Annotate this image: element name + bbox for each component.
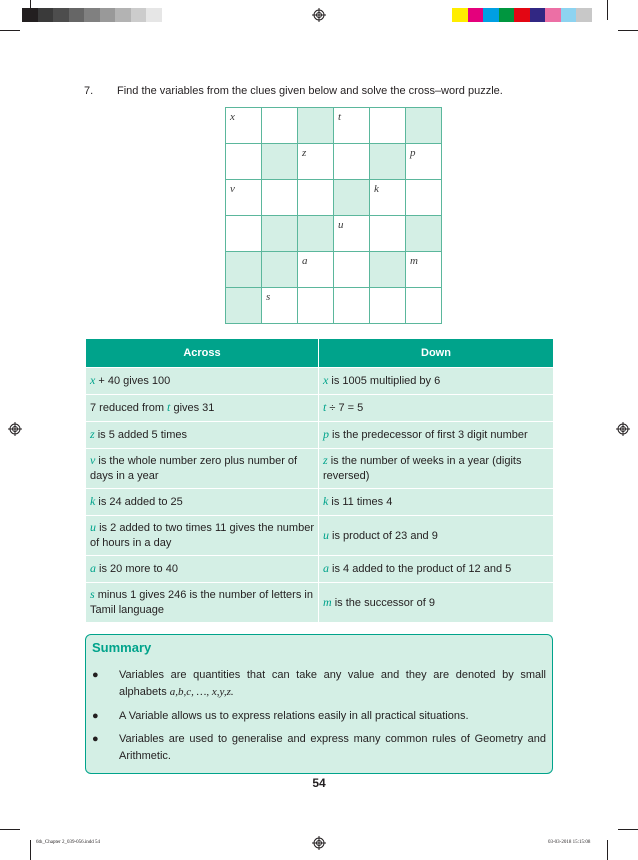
clue-text: is 11 times 4: [328, 496, 393, 508]
crossword-cell: [226, 252, 262, 288]
clue-variable: v: [90, 453, 96, 467]
across-clue: [86, 556, 319, 583]
crossword-cell: [370, 288, 406, 324]
across-header: Across: [86, 339, 319, 368]
clue-variable: u: [323, 527, 329, 542]
clue-text: 7 reduced from: [90, 402, 168, 414]
crossword-cell: [226, 144, 262, 180]
gray-swatch: [131, 8, 147, 22]
crop-mark: [30, 840, 31, 860]
color-swatch: [452, 8, 468, 22]
crossword-cell: [370, 180, 406, 216]
color-swatch: [468, 8, 484, 22]
clue-row: [86, 489, 554, 516]
across-clue: [86, 422, 319, 449]
crossword-cell: [262, 180, 298, 216]
clue-text: is the predecessor of first 3 digit number: [329, 429, 528, 441]
crossword-cell: [298, 108, 334, 144]
crossword-cell: [334, 216, 370, 252]
across-clue: [86, 516, 319, 556]
clue-variable: z: [323, 453, 328, 467]
clue-text: is 24 added to 25: [95, 496, 183, 508]
crossword-cell: [334, 288, 370, 324]
summary-box: [85, 634, 553, 774]
cell-variable-label: a: [302, 255, 308, 267]
gray-swatch: [162, 8, 178, 22]
down-clue: [319, 395, 554, 422]
clue-variable: x: [323, 373, 329, 387]
page-number: 54: [312, 776, 326, 790]
clue-row: [86, 516, 554, 556]
color-swatch: [499, 8, 515, 22]
gray-swatch: [53, 8, 69, 22]
clue-row: [86, 422, 554, 449]
crossword-cell: [370, 216, 406, 252]
cell-variable-label: x: [230, 111, 235, 123]
down-clue: [319, 583, 554, 623]
clue-text: is 2 added to two times 11 gives the number of hours in a day: [90, 522, 314, 549]
crossword-cell: [406, 108, 442, 144]
color-swatch: [576, 8, 592, 22]
clue-variable: t: [167, 400, 171, 414]
bullet-icon: ●: [92, 733, 99, 745]
registration-mark-icon: [312, 836, 326, 850]
gray-swatch: [115, 8, 131, 22]
clue-text: is the number of weeks in a year (digits reversed): [323, 455, 522, 482]
crop-mark: [607, 0, 608, 20]
clue-variable: m: [323, 594, 332, 609]
down-clue: [319, 489, 554, 516]
bullet-icon: ●: [92, 710, 99, 722]
cell-variable-label: t: [338, 111, 342, 123]
summary-item-text: Variables are used to generalise and express many common rules of Geometry and Arithmetic.: [119, 733, 546, 762]
crossword-cell: [406, 144, 442, 180]
clue-text: is the successor of 9: [331, 596, 435, 609]
clue-row: [86, 449, 554, 489]
crossword-cell: [370, 252, 406, 288]
down-clue: [319, 556, 554, 583]
gray-swatch: [84, 8, 100, 22]
clue-variable: u: [90, 520, 96, 534]
clue-variable: p: [323, 427, 329, 441]
cell-variable-label: p: [410, 147, 416, 159]
clues-table: [85, 338, 554, 623]
clue-text: is 5 added 5 times: [94, 429, 188, 441]
down-clue: [319, 516, 554, 556]
across-clue: [86, 368, 319, 395]
crossword-cell: [262, 252, 298, 288]
across-clue: [86, 583, 319, 623]
question-number: 7.: [84, 85, 94, 97]
crossword-cell: [406, 252, 442, 288]
crop-mark: [618, 30, 638, 31]
clue-variable: s: [90, 587, 95, 601]
registration-mark-icon: [8, 422, 22, 436]
summary-item: [86, 667, 552, 703]
crossword-cell: [298, 252, 334, 288]
question-text: Find the variables from the clues given below and solve the cross–word puzzle.: [117, 85, 503, 97]
file-slug: 6th_Chapter 2_039-056.indd 54: [36, 840, 101, 845]
clue-variable: a: [90, 561, 96, 575]
color-swatch: [545, 8, 561, 22]
crop-mark: [30, 0, 31, 20]
summary-item: [86, 731, 552, 767]
clue-variable: k: [323, 494, 329, 508]
clue-text: gives 31: [170, 402, 215, 414]
across-clue: [86, 489, 319, 516]
summary-item: [86, 708, 552, 726]
clue-text: + 40 gives 100: [95, 375, 171, 387]
clue-variable: z: [90, 427, 95, 441]
clue-text: is 4 added to the product of 12 and 5: [329, 563, 512, 575]
crossword-cell: [298, 216, 334, 252]
crossword-cell: [226, 216, 262, 252]
crossword-cell: [370, 108, 406, 144]
color-swatch: [561, 8, 577, 22]
crossword-cell: [334, 180, 370, 216]
color-swatch: [530, 8, 546, 22]
gray-swatch: [69, 8, 85, 22]
gray-swatch: [146, 8, 162, 22]
crossword-cell: [298, 288, 334, 324]
crossword-cell: [262, 216, 298, 252]
crop-mark: [607, 840, 608, 860]
crossword-cell: [406, 216, 442, 252]
gray-swatch: [38, 8, 54, 22]
crossword-cell: [298, 180, 334, 216]
across-clue: [86, 449, 319, 489]
clue-text: is the whole number zero plus number of days in a year: [90, 455, 298, 482]
crop-mark: [0, 829, 20, 830]
down-clue: [319, 422, 554, 449]
clue-text: is product of 23 and 9: [329, 529, 438, 542]
color-swatch: [483, 8, 499, 22]
summary-item-text: Variables are quantities that can take any value and they are denoted by small alphabets: [119, 669, 546, 698]
across-clue: [86, 395, 319, 422]
down-clue: [319, 368, 554, 395]
crossword-cell: [262, 108, 298, 144]
crossword-cell: [226, 288, 262, 324]
crossword-cell: [298, 144, 334, 180]
crossword-cell: [334, 108, 370, 144]
registration-mark-icon: [312, 8, 326, 22]
cell-variable-label: k: [374, 183, 379, 195]
crossword-cell: [334, 252, 370, 288]
clue-variable: t: [323, 400, 327, 414]
crop-mark: [618, 829, 638, 830]
down-header: Down: [319, 339, 554, 368]
cell-variable-label: s: [266, 291, 271, 303]
crossword-cell: [226, 180, 262, 216]
summary-title: Summary: [92, 640, 152, 655]
clue-text: ÷ 7 = 5: [326, 402, 364, 414]
gray-swatch: [100, 8, 116, 22]
cell-variable-label: m: [410, 255, 418, 267]
crossword-cell: [334, 144, 370, 180]
summary-item-text: A Variable allows us to express relations easily in all practical situations.: [119, 710, 469, 722]
bullet-icon: ●: [92, 669, 99, 681]
cell-variable-label: v: [230, 183, 235, 195]
clue-variable: a: [323, 561, 329, 575]
crossword-cell: [262, 144, 298, 180]
clue-text: is 1005 multiplied by 6: [328, 375, 441, 387]
clue-row: [86, 556, 554, 583]
clue-row: [86, 395, 554, 422]
crossword-cell: [406, 180, 442, 216]
grayscale-color-bar: [22, 8, 177, 22]
crossword-cell: [262, 288, 298, 324]
summary-item-variables: a,b,c, …, x,y,z.: [169, 686, 234, 698]
crossword-cell: [406, 288, 442, 324]
cell-variable-label: z: [302, 147, 307, 159]
down-clue: [319, 449, 554, 489]
crossword-cell: [370, 144, 406, 180]
clue-row: [86, 583, 554, 623]
crossword-grid: [225, 107, 442, 324]
crossword-cell: [226, 108, 262, 144]
crop-mark: [0, 30, 20, 31]
date-slug: 03-03-2018 15:15:08: [548, 840, 591, 845]
cell-variable-label: u: [338, 219, 344, 231]
process-color-bar: [452, 8, 592, 22]
clue-variable: k: [90, 494, 96, 508]
clue-text: is 20 more to 40: [96, 563, 178, 575]
color-swatch: [514, 8, 530, 22]
clue-variable: x: [90, 373, 96, 387]
clue-text: minus 1 gives 246 is the number of letters in Tamil language: [90, 589, 313, 616]
registration-mark-icon: [616, 422, 630, 436]
clue-row: [86, 368, 554, 395]
